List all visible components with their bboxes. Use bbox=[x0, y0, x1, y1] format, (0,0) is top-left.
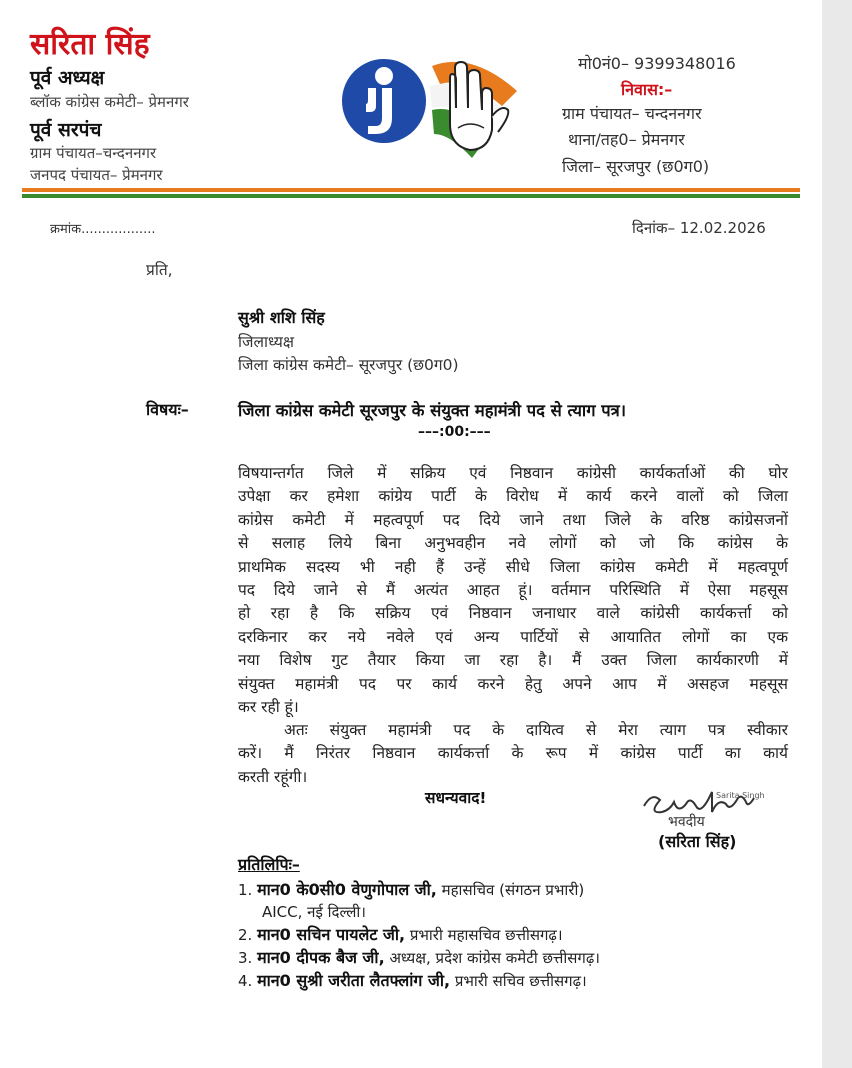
body-line: कांग्रेस कमेटी में महत्वपूर्ण पद दिये जाने तथा जिले के वरिष्ठ कांग्रेसजनों bbox=[238, 510, 788, 529]
residence-label: निवास:– bbox=[621, 80, 673, 99]
body-line: पद दिये जाने से मैं अत्यंत आहत हूं। वर्तमान परिस्थिति में ऐसा महसूस bbox=[238, 581, 788, 600]
copy-item-4 bbox=[238, 969, 587, 991]
copy-recipient-role: प्रभारी महासचिव छत्तीसगढ़। bbox=[409, 926, 563, 944]
body-line: करती रहूंगी। bbox=[238, 767, 308, 786]
subject-divider: –––:00:––– bbox=[418, 424, 491, 440]
recipient-name: सुश्री शशि सिंह bbox=[238, 308, 325, 327]
body-line: अतः संयुक्त महामंत्री पद के दायित्व से मेरा त्याग पत्र स्वीकार bbox=[284, 721, 788, 739]
body-line: नया विशेष गुट तैयार किया जा रहा है। मैं उक्त जिला कार्यकारणी में bbox=[238, 651, 788, 670]
sender-name: सरिता सिंह bbox=[30, 27, 150, 62]
closing-thanks: सधन्यवाद! bbox=[425, 789, 487, 807]
subject-label: विषयः– bbox=[146, 400, 189, 419]
copy-recipient-name: मान0 के0सी0 वेणुगोपाल जी, bbox=[257, 880, 437, 899]
congress-logo bbox=[342, 46, 522, 166]
copy-num: 2. bbox=[238, 926, 253, 944]
copy-recipient-name: मान0 सुश्री जरीता लैतफ्लांग जी, bbox=[257, 971, 451, 990]
position-former-president-detail: ब्लॉक कांग्रेस कमेटी– प्रेमनगर bbox=[30, 93, 189, 111]
copy-recipient-role: प्रभारी सचिव छत्तीसगढ़। bbox=[454, 972, 587, 990]
copy-recipient-role: महासचिव (संगठन प्रभारी) bbox=[441, 881, 585, 899]
position-former-sarpanch: पूर्व सरपंच bbox=[30, 119, 102, 141]
body-line: संयुक्त महामंत्री पद पर कार्य करने हेतु अपने आप में असहज महसूस bbox=[238, 674, 788, 693]
copy-recipient-role: अध्यक्ष, प्रदेश कांग्रेस कमेटी छत्तीसगढ़। bbox=[389, 949, 600, 967]
copy-item-2 bbox=[238, 923, 563, 945]
position-former-president: पूर्व अध्यक्ष bbox=[30, 67, 105, 89]
body-line: उपेक्षा कर हमेशा कांग्रेय पार्टी के विरोध में कार्य करने वालों को जिला bbox=[238, 487, 788, 506]
address-line2: थाना/तह0– प्रेमनगर bbox=[568, 130, 685, 149]
body-line: दरकिनार कर नये नवेले एवं अन्य पार्टियों से आयातित लोगों का एक bbox=[238, 627, 788, 646]
body-line: विषयान्तर्गत जिले में सक्रिय एवं निष्ठवान कांग्रेसी कार्यकर्ताओं की घोर bbox=[238, 464, 788, 482]
copy-item-3 bbox=[238, 946, 600, 968]
body-line: से सलाह लिये बिना अनुभवहीन नवे लोगों को जो कि कांग्रेस के bbox=[238, 534, 788, 553]
copy-num: 1. bbox=[238, 881, 253, 899]
copy-recipient-name: मान0 सचिन पायलेट जी, bbox=[257, 925, 406, 944]
letter-date: दिनांक– 12.02.2026 bbox=[632, 219, 766, 237]
body-paragraph-1 bbox=[238, 462, 788, 719]
body-line: करें। मैं निरंतर निष्ठवान कार्यकर्त्ता के रूप में कांग्रेस पार्टी का कार्य bbox=[238, 744, 788, 763]
recipient-office: जिला कांग्रेस कमेटी– सूरजपुर (छ0ग0) bbox=[238, 356, 459, 374]
reference-number: क्रमांक.................. bbox=[50, 222, 156, 237]
body-line: कर रही हूं। bbox=[238, 698, 299, 717]
copies-heading: प्रतिलिपिः– bbox=[238, 855, 300, 874]
mobile-number: मो0नं0– 9399348016 bbox=[578, 54, 736, 73]
body-line: हो रहा है कि सक्रिय एवं निष्ठवान जनाधार वाले कांग्रेसी कार्यकर्त्ता को bbox=[238, 604, 788, 623]
position-former-sarpanch-detail2: जनपद पंचायत– प्रेमनगर bbox=[30, 166, 163, 184]
position-former-sarpanch-detail1: ग्राम पंचायत–चन्दननगर bbox=[30, 144, 157, 162]
body-paragraph-2 bbox=[238, 719, 788, 789]
copy-num: 3. bbox=[238, 949, 253, 967]
bhavdiya-label: भवदीय bbox=[668, 814, 705, 830]
copy-num: 4. bbox=[238, 972, 253, 990]
body-line: प्राथमिक सदस्य भी नही हैं उन्हें सीधे जिला कांग्रेस कमेटी में महत्वपूर्ण bbox=[238, 557, 788, 576]
prati-label: प्रति, bbox=[146, 261, 173, 279]
saffron-divider bbox=[22, 188, 800, 192]
recipient-designation: जिलाध्यक्ष bbox=[238, 333, 294, 351]
address-line1: ग्राम पंचायत– चन्दननगर bbox=[562, 104, 702, 123]
subject-text: जिला कांग्रेस कमेटी सूरजपुर के संयुक्त महामंत्री पद से त्याग पत्र। bbox=[238, 401, 626, 420]
copy-item-1-extra: AICC, नई दिल्ली। bbox=[262, 903, 366, 921]
tricolor-hand-icon bbox=[430, 62, 517, 158]
copy-recipient-name: मान0 दीपक बैज जी, bbox=[257, 948, 385, 967]
green-divider bbox=[22, 194, 800, 198]
signatory-name: (सरिता सिंह) bbox=[658, 832, 737, 851]
copy-item-1 bbox=[238, 878, 584, 900]
background-margin bbox=[822, 0, 852, 1068]
address-line3: जिला– सूरजपुर (छ0ग0) bbox=[562, 157, 710, 176]
signature-text: Sarita Singh bbox=[716, 791, 765, 800]
